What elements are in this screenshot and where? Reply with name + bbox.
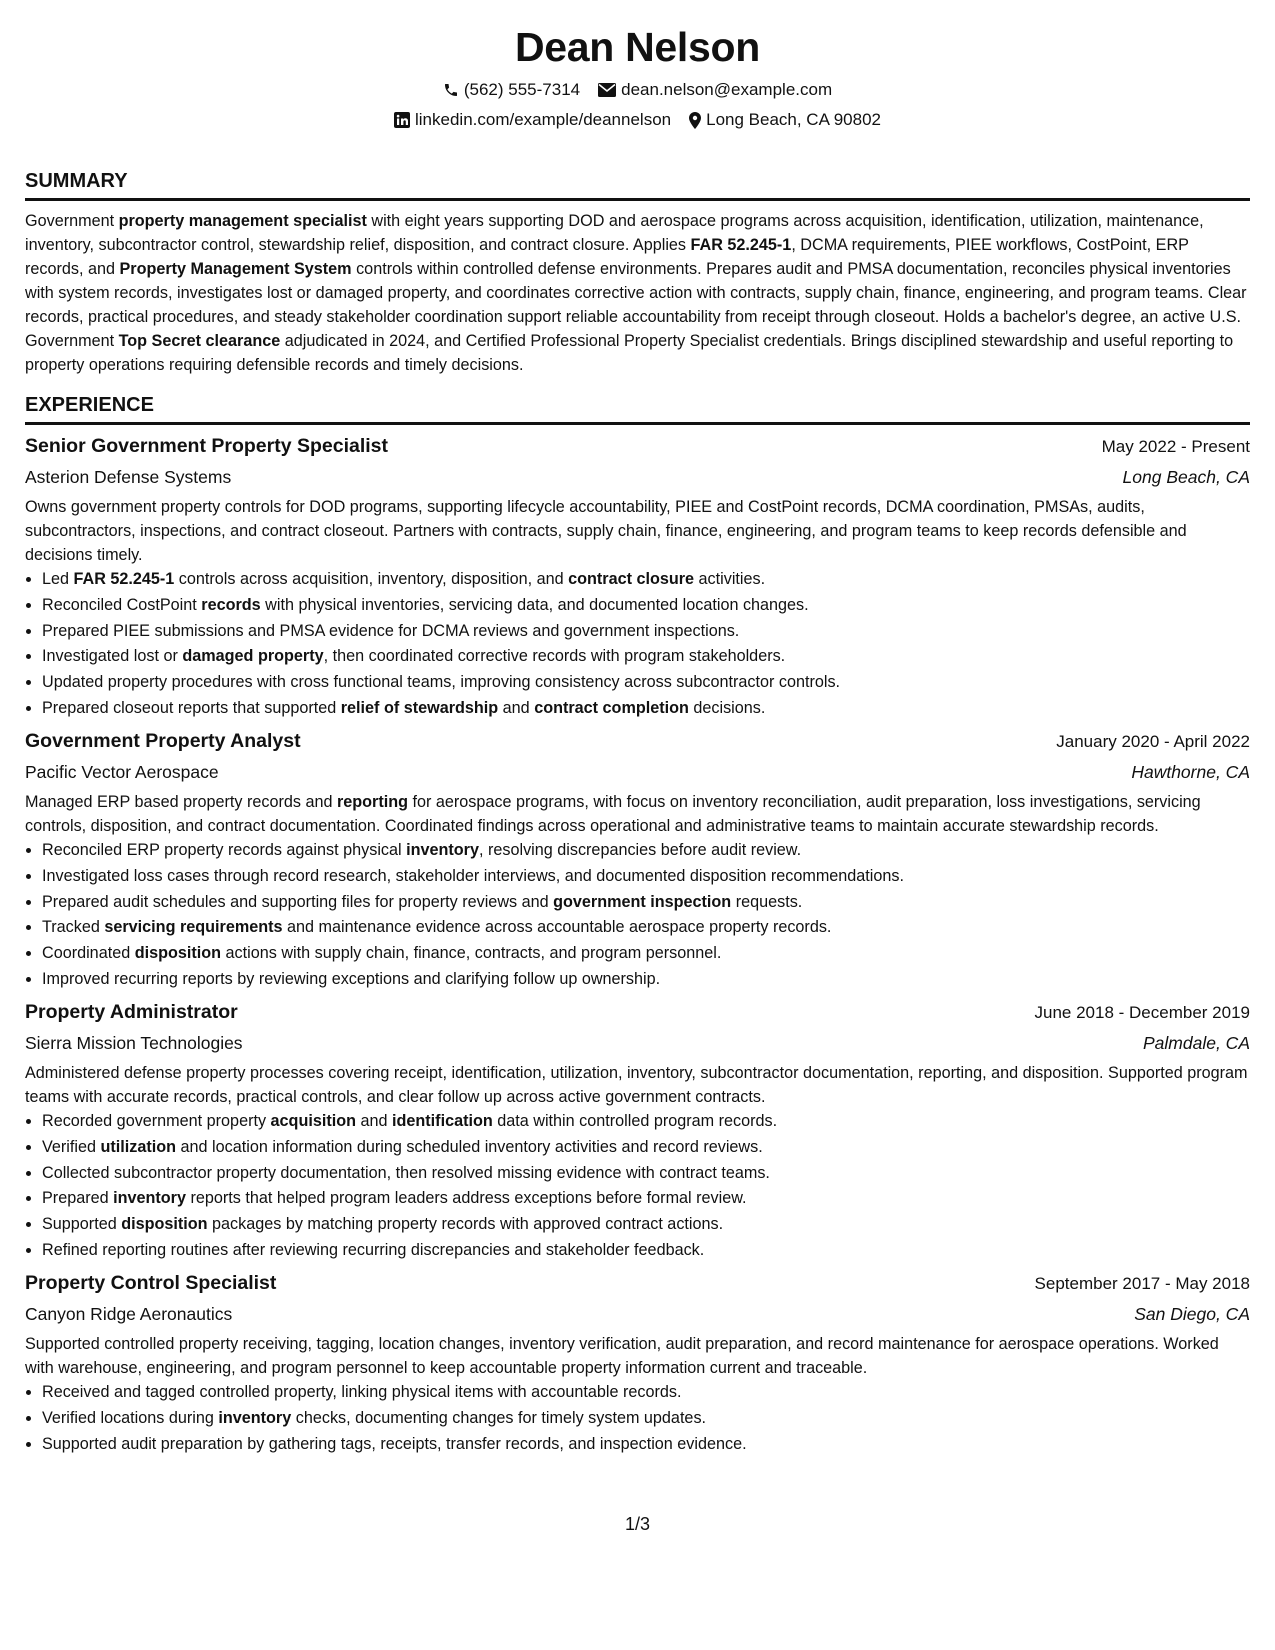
- job-company: Canyon Ridge Aeronautics: [25, 1303, 233, 1324]
- job-bullet: • Recorded government property acquisition and identification data within controlled program records.: [42, 1109, 1250, 1133]
- job-location: Hawthorne, CA: [1131, 761, 1250, 782]
- job-entry: [25, 726, 1250, 991]
- location-contact: [689, 107, 881, 133]
- job-dates: June 2018 - December 2019: [1034, 1002, 1250, 1022]
- phone-contact: [443, 77, 580, 103]
- job-bullet: • Supported disposition packages by matching property records with approved contract actions.: [42, 1212, 1250, 1236]
- job-entry: [25, 997, 1250, 1262]
- job-bullet: • Improved recurring reports by reviewing exceptions and clarifying follow up ownership.: [42, 967, 1250, 991]
- job-bullet: • Coordinated disposition actions with supply chain, finance, contracts, and program personnel.: [42, 941, 1250, 965]
- job-header-line: [25, 726, 1250, 757]
- contact-row-primary: [25, 77, 1250, 103]
- job-bullets: [25, 567, 1250, 720]
- job-header-line: [25, 997, 1250, 1028]
- job-bullet: • Verified locations during inventory checks, documenting changes for timely system updates.: [42, 1406, 1250, 1430]
- job-company-line: [25, 462, 1250, 492]
- job-header-line: [25, 431, 1250, 462]
- job-description: Owns government property controls for DOD programs, supporting lifecycle accountability, PIEE and CostPoint records, DCMA coordination, PMSAs, audits, subcontractors, inspections, and contract closeout. Partners with contracts, supply chain, finance, engineering, and program teams to keep records defensible and decisions timely.: [25, 498, 1187, 564]
- candidate-name: Dean Nelson: [514, 24, 761, 70]
- job-bullet: • Verified utilization and location information during scheduled inventory activities and record reviews.: [42, 1135, 1250, 1159]
- experience-list: [25, 431, 1250, 1456]
- job-bullet: • Investigated loss cases through record research, stakeholder interviews, and documented disposition recommendations.: [42, 864, 1250, 888]
- job-bullet: • Updated property procedures with cross functional teams, improving consistency across subcontractor controls.: [42, 670, 1250, 694]
- page-number: 1/3: [624, 1514, 651, 1534]
- job-description: Supported controlled property receiving, tagging, location changes, inventory verification, audit preparation, and record maintenance for aerospace operations. Worked with warehouse, engineering, and program personnel to keep accountable property information current and traceable.: [25, 1334, 1219, 1377]
- job-title: Government Property Analyst: [25, 729, 301, 752]
- job-header-line: [25, 1268, 1250, 1299]
- location-text: Long Beach, CA 90802: [706, 110, 881, 129]
- job-bullet: • Prepared inventory reports that helped program leaders address exceptions before formal review.: [42, 1186, 1250, 1210]
- job-title: Property Control Specialist: [25, 1271, 277, 1294]
- job-entry: [25, 431, 1250, 720]
- job-bullet: • Tracked servicing requirements and maintenance evidence across accountable aerospace property records.: [42, 915, 1250, 939]
- map-pin-icon: [689, 112, 701, 129]
- job-dates: May 2022 - Present: [1101, 437, 1250, 456]
- summary-text: Government property management specialist with eight years supporting DOD and aerospace programs across acquisition, identification, utilization, maintenance, inventory, subcontractor control, stewardship relief, disposition, and contract closure. Applies FAR 52.245-1, DCMA requirements, PIEE workflows, CostPoint, ERP records, and Property Management System controls within controlled defense environments. Prepares audit and PMSA documentation, reconciles physical inventories with system records, investigates lost or damaged property, and coordinates corrective action with contracts, supply chain, finance, engineering, and program teams. Clear records, practical procedures, and steady stakeholder coordination support reliable accountability from receipt through closeout. Holds a bachelor's degree, an active U.S. Government Top Secret clearance adjudicated in 2024, and Certified Professional Property Specialist credentials. Brings disciplined stewardship and useful reporting to property operations requiring defensible records and timely decisions.: [25, 212, 1247, 374]
- job-company-line: [25, 757, 1250, 787]
- job-title: Property Administrator: [25, 1000, 238, 1023]
- job-bullets: [25, 1109, 1250, 1262]
- job-bullet: • Received and tagged controlled property, linking physical items with accountable records.: [42, 1380, 1250, 1404]
- job-company: Pacific Vector Aerospace: [25, 761, 219, 782]
- linkedin-text: linkedin.com/example/deannelson: [415, 110, 672, 129]
- job-description: Managed ERP based property records and reporting for aerospace programs, with focus on inventory reconciliation, audit preparation, loss investigations, servicing controls, disposition, and contract documentation. Coordinated findings across operational and administrative teams to maintain accurate stewardship records.: [25, 792, 1201, 835]
- phone-text: (562) 555-7314: [463, 80, 581, 99]
- job-company-line: [25, 1299, 1250, 1329]
- job-location: Palmdale, CA: [1143, 1032, 1250, 1053]
- job-bullet: • Investigated lost or damaged property, then coordinated corrective records with program stakeholders.: [42, 644, 1250, 668]
- job-bullet: • Reconciled ERP property records against physical inventory, resolving discrepancies before audit review.: [42, 838, 1250, 862]
- job-bullet: • Led FAR 52.245-1 controls across acquisition, inventory, disposition, and contract closure activities.: [42, 567, 1250, 591]
- job-bullets: [25, 1380, 1250, 1456]
- job-bullet: • Refined reporting routines after reviewing recurring discrepancies and stakeholder feedback.: [42, 1238, 1250, 1262]
- resume-page: [25, 0, 1250, 1457]
- envelope-icon: [598, 83, 616, 97]
- email-text: dean.nelson@example.com: [621, 80, 833, 99]
- job-dates: September 2017 - May 2018: [1034, 1273, 1250, 1293]
- job-title: Senior Government Property Specialist: [25, 435, 389, 457]
- job-bullet: • Prepared PIEE submissions and PMSA evidence for DCMA reviews and government inspections.: [42, 619, 1250, 643]
- summary-heading: SUMMARY: [25, 167, 1250, 201]
- job-location: Long Beach, CA: [1122, 467, 1250, 487]
- job-entry: [25, 1268, 1250, 1456]
- job-bullet: • Prepared audit schedules and supporting files for property reviews and government inspection requests.: [42, 890, 1250, 914]
- phone-icon: [443, 82, 459, 98]
- job-bullet: • Collected subcontractor property documentation, then resolved missing evidence with contract teams.: [42, 1161, 1250, 1185]
- job-bullet: • Prepared closeout reports that supported relief of stewardship and contract completion decisions.: [42, 696, 1250, 720]
- contact-row-secondary: [25, 107, 1250, 133]
- experience-heading: EXPERIENCE: [25, 391, 1250, 425]
- job-company-line: [25, 1028, 1250, 1058]
- job-bullet: • Reconciled CostPoint records with physical inventories, servicing data, and documented location changes.: [42, 593, 1250, 617]
- job-company: Asterion Defense Systems: [25, 467, 232, 487]
- job-company: Sierra Mission Technologies: [25, 1032, 243, 1053]
- linkedin-contact[interactable]: [394, 107, 671, 133]
- job-description: Administered defense property processes covering receipt, identification, utilization, inventory, subcontractor documentation, reporting, and disposition. Supported program teams with accurate records, practical controls, and clear follow up across active government contracts.: [25, 1063, 1248, 1106]
- job-dates: January 2020 - April 2022: [1056, 731, 1250, 751]
- job-bullet: • Supported audit preparation by gathering tags, receipts, transfer records, and inspection evidence.: [42, 1432, 1250, 1456]
- linkedin-icon: [394, 112, 410, 128]
- email-contact[interactable]: [598, 77, 832, 103]
- job-bullets: [25, 838, 1250, 991]
- job-location: San Diego, CA: [1134, 1303, 1250, 1324]
